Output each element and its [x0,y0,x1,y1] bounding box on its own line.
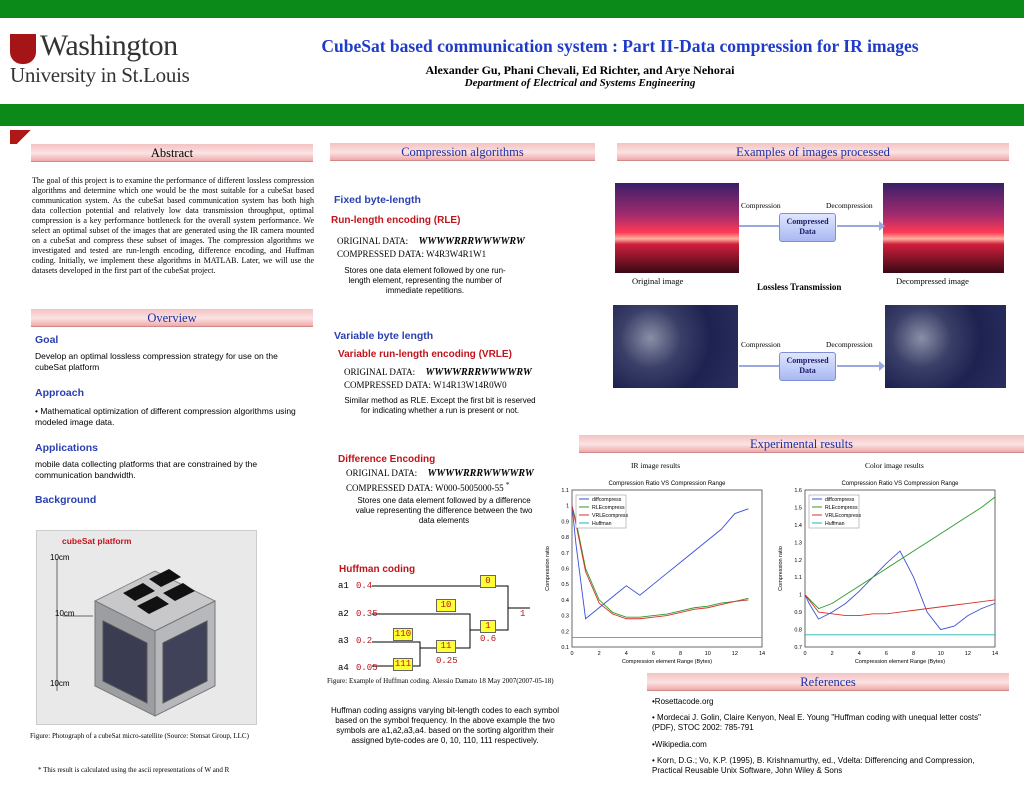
references-heading: References [647,673,1009,691]
y-tick-label: 0.7 [794,645,802,651]
decompressed-sunset-image [883,183,1004,273]
footnote: * This result is calculated using the ascii representations of W and R [38,766,230,774]
chart-color [773,476,1005,666]
top-green-bar [0,0,1024,18]
original-image-label: Original image [632,276,684,286]
vrle-comp-label: COMPRESSED DATA: [344,380,432,390]
y-tick-label: 1 [565,503,569,510]
huff-weight-2: 0.6 [480,634,497,644]
compressed-data-box-2: Compressed Data [779,352,836,381]
bottom-green-bar [0,104,1024,126]
huff-inner-2: 11 [436,640,456,653]
diff-comp-value: W000-5005000-55 [435,483,504,493]
dim-label-1: 10cm [50,553,70,562]
x-tick-label: 2 [830,651,834,657]
chart-ir-svg [540,476,772,666]
legend-label: diffcompress [592,497,622,503]
y-tick-label: 0.9 [561,519,569,526]
legend-label: VRLEcompress [592,513,629,519]
y-tick-label: 1.2 [794,557,802,564]
x-axis-label: Compression element Range (Bytes) [854,659,946,665]
x-tick-label: 14 [758,651,766,657]
ir-results-label: IR image results [631,461,681,470]
compression-label-2: Compression [741,340,781,349]
poster-department: Department of Electrical and Systems Engineering [464,77,696,89]
examples-heading: Examples of images processed [617,143,1009,161]
compression-heading: Compression algorithms [330,143,595,161]
huff-prob-1: 0.4 [356,581,373,591]
logo-shield-icon [10,34,36,64]
x-tick-label: 4 [857,651,861,657]
goal-heading: Goal [35,334,59,346]
decompression-label-1: Decompression [826,201,873,210]
huff-desc: Huffman coding assigns varying bit-length codes to each symbol based on the symbol frequency. In the above example the two symbols are a1,a2,a3,a4. based on the sorting algorithm their assigned byte-codes are 0, 10, 110, 111 respectively. [331,706,559,745]
x-tick-label: 8 [679,651,683,657]
rle-comp [337,249,486,259]
rle-comp-label: COMPRESSED DATA: [337,249,425,259]
y-tick-label: 0.9 [794,610,802,617]
x-tick-label: 8 [912,651,916,657]
rle-orig-label: ORIGINAL DATA: [337,236,409,246]
poster-title: CubeSat based communication system : Part II-Data compression for IR images [321,36,919,56]
y-tick-label: 0.6 [561,566,569,573]
huff-weight-1: 1 [520,609,526,619]
diff-heading: Difference Encoding [338,454,436,465]
huff-prob-2: 0.35 [356,609,378,619]
vrle-comp [344,380,507,390]
corner-accent [10,130,38,144]
lossless-label: Lossless Transmission [757,282,842,292]
y-tick-label: 1.4 [794,522,802,529]
abstract-heading: Abstract [31,144,313,162]
results-heading: Experimental results [579,435,1024,453]
legend-label: diffcompress [825,497,855,503]
x-tick-label: 6 [884,651,888,657]
rle-desc: Stores one data element followed by one run-length element, representing the number of immediate repetitions. [344,266,506,295]
y-tick-label: 0.8 [794,627,802,634]
decompression-label-2: Decompression [826,340,873,349]
chart-ir [540,476,772,666]
x-tick-label: 10 [704,651,711,657]
y-axis-label: Compression ratio [545,546,551,591]
original-ir-image [613,305,738,388]
y-tick-label: 0.1 [561,645,569,651]
original-sunset-image [615,183,739,273]
x-tick-label: 0 [803,651,807,657]
rle-orig-value: WWWWRRRWWWWRW [418,236,525,247]
huff-sym-1: a1 [338,581,349,591]
huff-sym-4: a4 [338,663,349,673]
photo-caption: Figure: Photograph of a cubeSat micro-satellite (Source: Stensat Group, LLC) [30,732,249,740]
huff-code-2: 10 [436,599,456,612]
rle-heading: Run-length encoding (RLE) [331,215,461,226]
legend-label: VRLEcompress [825,513,862,519]
logo-line2: University in St.Louis [10,63,190,87]
dim-label-3: 10cm [50,679,70,688]
reference-3: •Wikipedia.com [652,740,707,749]
x-tick-label: 0 [570,651,574,657]
chart-title: Compression Ratio VS Compression Range [608,481,726,487]
university-logo [8,30,203,90]
huff-sym-2: a2 [338,609,349,619]
y-tick-label: 1.6 [794,488,802,494]
diff-orig-value: WWWWRRRWWWWRW [427,468,534,479]
decompressed-image-label: Decompressed image [896,276,969,286]
approach-text: • Mathematical optimization of different compression algorithms using modeled image data. [35,406,296,427]
y-axis-label: Compression ratio [778,546,784,591]
y-tick-label: 0.8 [561,535,569,542]
x-tick-label: 4 [624,651,628,657]
y-tick-label: 0.5 [561,582,569,589]
approach-heading: Approach [35,387,85,399]
y-tick-label: 0.7 [561,550,569,557]
diff-desc: Stores one data element followed by a difference value representing the difference between the two data elements [355,496,533,525]
diff-star: * [505,481,510,489]
photo-label: cubeSat platform [62,536,132,546]
huff-code-4: 111 [394,659,412,669]
huff-caption: Figure: Example of Huffman coding. Alessio Damato 18 May 2007(2007-05-18) [327,677,554,685]
abstract-text: The goal of this project is to examine the performance of different lossless compression algorithms and determine which one would be the most suitable for a cubeSat based communication system. As the cubeSat based communication system has both high data collection potential and relatively low data transmission throughput, optimal compression is a key performance bottleneck for the overall system performance. We select an optimal subset of the images that are generated using the IR camera mounted on a cubeSat and compress these subset of images. The compression algorithms we investigated and tested are run-length encoding, difference encoding, and Huffman coding. Initially, we implement these algorithms in MATLAB. Later, we will use the datasets developed in the first part of the cubeSat project. [32,176,314,275]
rle-orig [337,236,525,247]
vrle-heading: Variable run-length encoding (VRLE) [338,349,512,360]
huff-code-3: 110 [394,629,412,639]
y-tick-label: 1 [798,592,802,599]
reference-2: • Mordecai J. Golin, Claire Kenyon, Neal E. Young "Huffman coding with unequal letter costs" (PDF), STOC 2002: 785-791 [652,713,981,732]
vrle-comp-value: W14R13W14R0W0 [433,380,507,390]
goal-text: Develop an optimal lossless compression strategy for use on the cubeSat platform [35,351,278,372]
overview-heading: Overview [31,309,313,327]
huff-code-1: 0 [480,575,496,588]
diff-orig-label: ORIGINAL DATA: [346,468,418,478]
vrle-desc: Similar method as RLE. Except the first bit is reserved for indicating whether a run is present or not. [344,396,536,415]
huff-prob-4: 0.05 [356,663,378,673]
y-tick-label: 1.1 [561,488,569,494]
decompressed-ir-image [885,305,1006,388]
diff-comp [346,481,509,493]
y-tick-label: 0.4 [561,597,569,604]
fixed-heading: Fixed byte-length [334,194,421,206]
reference-1: •Rosettacode.org [652,697,714,706]
diff-comp-label: COMPRESSED DATA: [346,483,434,493]
vrle-orig [344,367,532,378]
legend-label: RLEcompress [592,505,625,511]
diff-orig [346,468,534,479]
legend-label: Huffman [825,521,845,527]
logo-line1: Washington [40,29,178,62]
rle-comp-value: W4R3W4R1W1 [426,249,487,259]
reference-4: • Korn, D.G.; Vo, K.P. (1995), B. Krishnamurthy, ed., Vdelta: Differencing and Compression, Practical Reusable Unix Software, John Wiley & Sons [652,756,975,775]
x-tick-label: 6 [651,651,655,657]
background-heading: Background [35,494,97,506]
chart-color-svg [773,476,1005,666]
compressed-data-box-1: Compressed Data [779,213,836,242]
variable-heading: Variable byte length [334,330,434,342]
y-tick-label: 1.3 [794,540,802,547]
dim-label-2: 10cm [55,609,75,618]
huff-inner-1: 1 [480,620,496,633]
x-tick-label: 10 [937,651,944,657]
color-results-label: Color image results [865,461,924,470]
y-tick-label: 1.1 [794,575,802,582]
huff-heading: Huffman coding [339,564,416,575]
y-tick-label: 0.3 [561,613,569,620]
huff-weight-3: 0.25 [436,656,458,666]
x-tick-label: 2 [597,651,601,657]
legend-label: RLEcompress [825,505,858,511]
y-tick-label: 0.2 [561,629,569,636]
poster-authors: Alexander Gu, Phani Chevali, Ed Richter, and Arye Nehorai [425,63,735,77]
applications-heading: Applications [35,442,99,454]
x-tick-label: 12 [731,651,738,657]
x-axis-label: Compression element Range (Bytes) [621,659,713,665]
chart-title: Compression Ratio VS Compression Range [841,481,959,487]
compression-label-1: Compression [741,201,781,210]
x-tick-label: 12 [964,651,971,657]
vrle-orig-label: ORIGINAL DATA: [344,367,416,377]
y-tick-label: 1.5 [794,505,802,512]
huff-prob-3: 0.2 [356,636,373,646]
huff-sym-3: a3 [338,636,349,646]
legend-label: Huffman [592,521,612,527]
applications-text: mobile data collecting platforms that are constrained by the communication bandwidth. [35,459,258,480]
vrle-orig-value: WWWWRRRWWWWRW [425,367,532,378]
x-tick-label: 14 [991,651,999,657]
cubesat-illustration [37,531,257,725]
